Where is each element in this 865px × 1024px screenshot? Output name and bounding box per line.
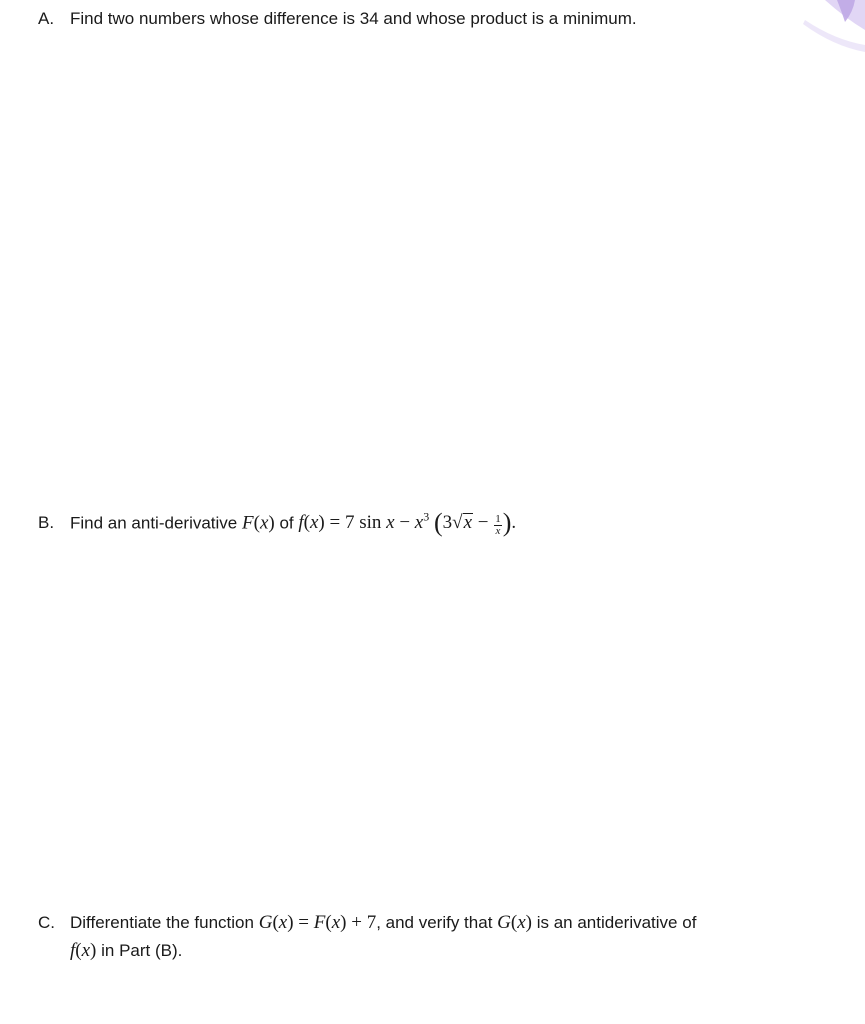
- problem-a-letter: A.: [38, 9, 55, 28]
- problem-b-intro: Find an anti-derivative: [70, 513, 238, 533]
- problem-b: [38, 503, 516, 537]
- square-root: √x: [452, 512, 473, 534]
- problem-a: [38, 5, 637, 33]
- problem-a-text: Find two numbers whose difference is 34 and whose product is a minimum.: [70, 9, 637, 28]
- problem-c-post: is an antiderivative of: [536, 913, 697, 932]
- problem-c: [38, 909, 696, 965]
- problem-c-line-2-text: in Part (B).: [101, 941, 183, 960]
- fraction: $\frac{1}{x}$: [495, 513, 501, 538]
- g-definition: G(x) = F(x) + 7: [258, 912, 377, 933]
- problem-c-line-2: [38, 937, 696, 965]
- corner-decoration: [755, 0, 865, 70]
- antiderivative-notation: F(x): [242, 512, 275, 534]
- problem-b-letter: B.: [38, 513, 55, 533]
- problem-c-letter: C.: [38, 913, 55, 932]
- function-formula: f(x) = 7 $\sin x - x^3$ (3√x − $\frac{1}{x}$ ).: [298, 508, 517, 538]
- problem-c-line-1: [38, 909, 696, 937]
- problem-b-of: of: [279, 513, 294, 533]
- problem-c-pre: Differentiate the function: [70, 913, 254, 932]
- problem-c-mid: , and verify that: [376, 913, 493, 932]
- f-notation: f(x): [70, 940, 97, 961]
- g-notation: G(x): [497, 912, 532, 933]
